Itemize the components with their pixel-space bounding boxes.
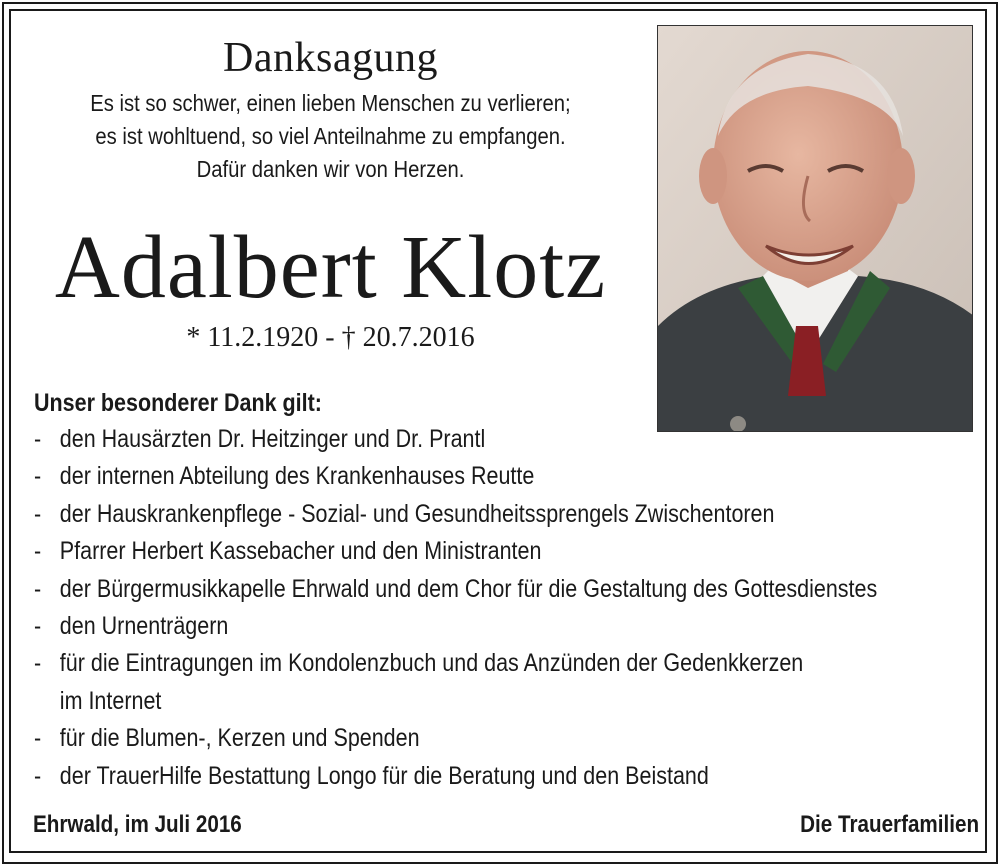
list-item-continuation: im Internet — [59, 686, 162, 715]
thanks-list — [34, 421, 878, 795]
list-item: - der TrauerHilfe Bestattung Longo für die Beratung und den Beistand — [34, 758, 842, 795]
intro-line: Dafür danken wir von Herzen. — [196, 156, 465, 182]
heading: Danksagung — [223, 35, 438, 81]
list-item: - für die Eintragungen im Kondolenzbuch und das Anzünden der Gedenkkerzen im Internet — [34, 645, 842, 720]
list-item: - den Urnenträgern — [34, 608, 842, 645]
deceased-name: Adalbert Klotz — [54, 218, 607, 317]
intro-line: Es ist so schwer, einen lieben Menschen zu verlieren; — [90, 90, 571, 116]
list-item: - der Bürgermusikkapelle Ehrwald und dem Chor für die Gestaltung des Gottesdienstes — [34, 571, 842, 608]
signature: Die Trauerfamilien — [800, 811, 979, 838]
list-item: - der Hauskrankenpflege - Sozial- und Gesundheitssprengels Zwischentoren — [34, 496, 842, 533]
list-dash: - — [34, 612, 42, 641]
list-dash: - — [34, 462, 42, 491]
list-dash: - — [34, 499, 42, 528]
list-dash: - — [34, 761, 42, 790]
thanks-heading: Unser besonderer Dank gilt: — [34, 389, 322, 417]
life-dates: * 11.2.1920 - † 20.7.2016 — [186, 322, 475, 353]
place-date: Ehrwald, im Juli 2016 — [33, 811, 242, 838]
portrait-photo — [657, 25, 973, 432]
list-item: - für die Blumen-, Kerzen und Spenden — [34, 720, 842, 757]
intro-line: es ist wohltuend, so viel Anteilnahme zu empfangen. — [95, 123, 566, 149]
thanks-section — [34, 385, 878, 795]
list-dash: - — [34, 724, 42, 753]
list-item: - der internen Abteilung des Krankenhauses Reutte — [34, 458, 842, 495]
list-dash: - — [34, 425, 42, 453]
list-dash: - — [34, 537, 42, 566]
portrait-illustration — [658, 26, 973, 432]
list-item: - den Hausärzten Dr. Heitzinger und Dr. Prantl — [34, 421, 842, 458]
list-dash: - — [34, 649, 42, 678]
list-dash: - — [34, 574, 42, 603]
intro-text — [64, 87, 596, 186]
list-item: - Pfarrer Herbert Kassebacher und den Ministranten — [34, 533, 842, 570]
